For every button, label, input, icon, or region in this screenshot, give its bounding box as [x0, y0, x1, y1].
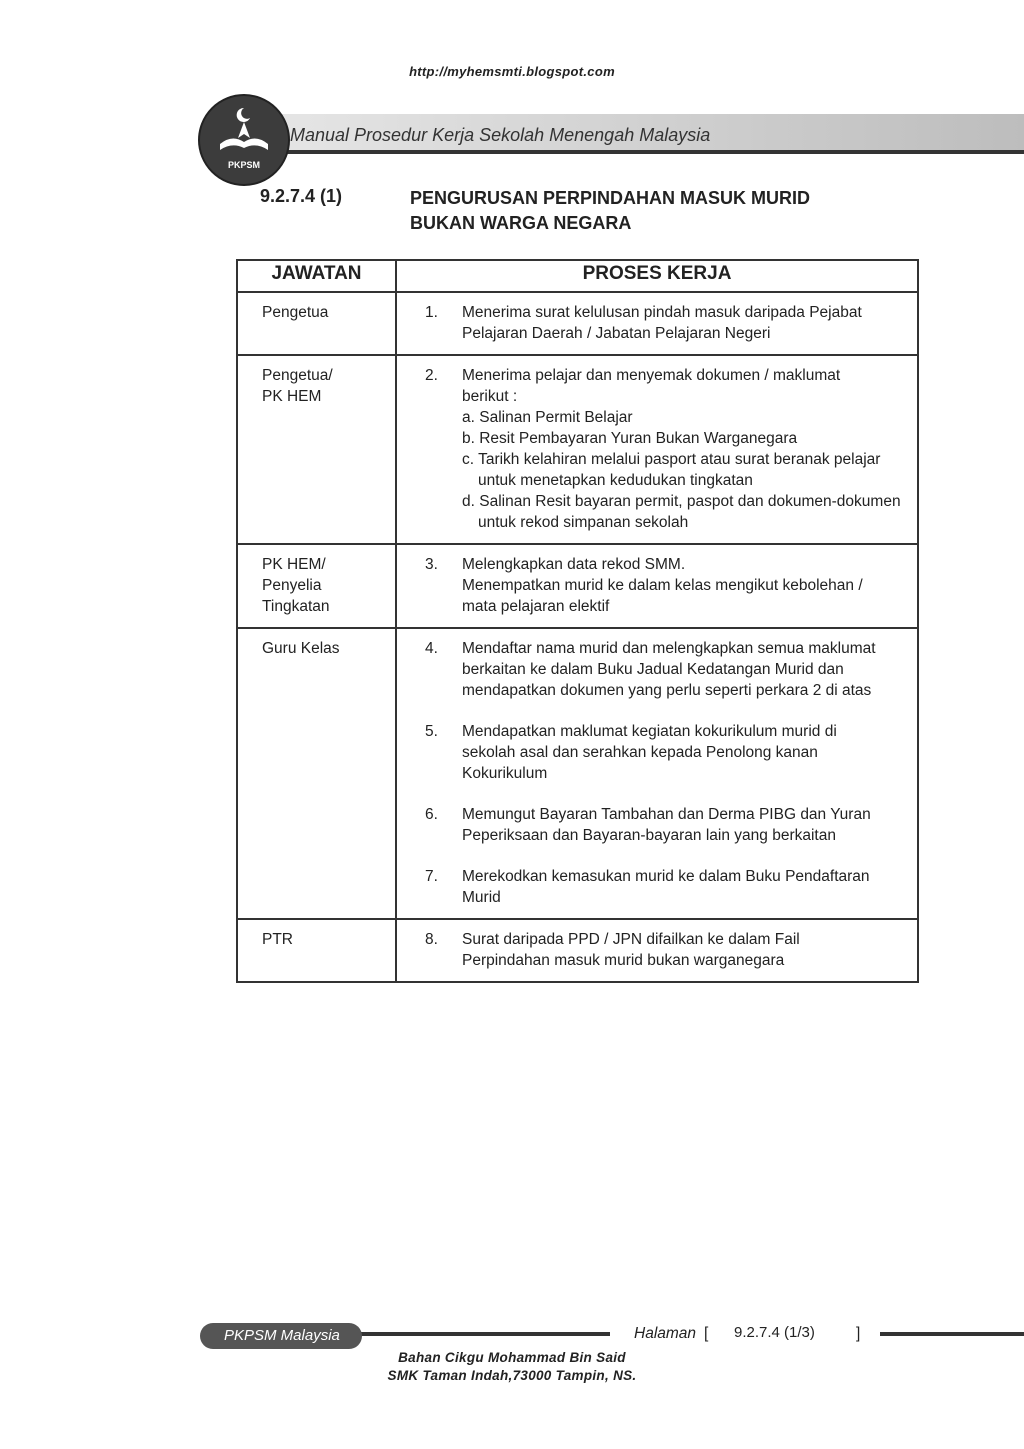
section-title [410, 186, 810, 236]
step-line: Mendapatkan maklumat kegiatan kokurikulum murid di [462, 723, 837, 740]
crest-icon [214, 104, 274, 156]
step-line: mendapatkan dokumen yang perlu seperti perkara 2 di atas [462, 682, 872, 699]
step-line: Pelajaran Daerah / Jabatan Pelajaran Negeri [462, 325, 771, 342]
role-cell [237, 628, 396, 919]
step-text [462, 804, 905, 846]
header-jawatan: JAWATAN [237, 260, 396, 292]
role-line: Penyelia [262, 577, 322, 594]
step-subitem: d. Salinan Resit bayaran permit, paspot dan dokumen-dokumen untuk rekod simpanan sekolah [462, 493, 901, 531]
step-subitem: a. Salinan Permit Belajar [462, 409, 633, 426]
process-cell [396, 919, 918, 982]
pkpsm-logo [198, 94, 290, 186]
role-line: Pengetua [262, 304, 329, 321]
step-text [462, 554, 905, 617]
table-row [237, 628, 918, 919]
step-line: berikut : [462, 388, 518, 405]
footer-rule-right [880, 1332, 1024, 1336]
step-subitem: c. Tarikh kelahiran melalui pasport atau surat beranak pelajar untuk menetapkan kedudukan tingkatan [462, 451, 881, 489]
step-text [462, 365, 905, 533]
section-title-line: BUKAN WARGA NEGARA [410, 213, 632, 233]
step-text [462, 638, 905, 701]
source-url: http://myhemsmti.blogspot.com [409, 64, 615, 79]
table-row [237, 544, 918, 628]
section-title-line: PENGURUSAN PERPINDAHAN MASUK MURID [410, 188, 811, 208]
step-line: Melengkapkan data rekod SMM. [462, 556, 686, 573]
process-step [397, 866, 905, 908]
process-cell [396, 544, 918, 628]
step-number: 8. [425, 931, 438, 948]
credit-line: Bahan Cikgu Mohammad Bin Said [398, 1350, 626, 1365]
process-cell [396, 355, 918, 544]
step-line: berkaitan ke dalam Buku Jadual Kedatangan Murid dan [462, 661, 844, 678]
step-number: 7. [425, 868, 438, 885]
step-number: 4. [425, 640, 438, 657]
header-proses-kerja: PROSES KERJA [396, 260, 918, 292]
footer-rule-left [350, 1332, 610, 1336]
step-number: 5. [425, 723, 438, 740]
table-row [237, 355, 918, 544]
step-line: Menempatkan murid ke dalam kelas mengikut kebolehan / [462, 577, 863, 594]
role-cell [237, 544, 396, 628]
process-step [397, 365, 905, 533]
process-step [397, 638, 905, 701]
step-number: 1. [425, 304, 438, 321]
step-line: Perpindahan masuk murid bukan warganegara [462, 952, 785, 969]
process-cell [396, 628, 918, 919]
banner-title: Manual Prosedur Kerja Sekolah Menengah Malaysia [290, 125, 711, 145]
process-cell [396, 292, 918, 355]
step-line: Memungut Bayaran Tambahan dan Derma PIBG dan Yuran [462, 806, 871, 823]
banner-rule [228, 150, 1024, 154]
page-label: Halaman [634, 1325, 697, 1342]
step-line: sekolah asal dan serahkan kepada Penolong kanan [462, 744, 818, 761]
manual-banner [198, 94, 1024, 184]
step-number: 3. [425, 556, 438, 573]
page-reference: 9.2.7.4 (1/3) [734, 1324, 815, 1341]
step-text [462, 302, 905, 344]
credit-line: SMK Taman Indah,73000 Tampin, NS. [387, 1368, 637, 1383]
step-line: Surat daripada PPD / JPN difailkan ke dalam Fail [462, 931, 800, 948]
step-line: Peperiksaan dan Bayaran-bayaran lain yang berkaitan [462, 827, 836, 844]
footer-badge: PKPSM Malaysia [200, 1323, 362, 1349]
role-cell [237, 292, 396, 355]
step-line: mata pelajaran elektif [462, 598, 610, 615]
step-text [462, 721, 905, 784]
role-line: PK HEM/ [262, 556, 326, 573]
step-line: Kokurikulum [462, 765, 548, 782]
logo-label: PKPSM [227, 160, 260, 170]
table-row [237, 292, 918, 355]
role-line: Pengetua/ [262, 367, 333, 384]
role-cell [237, 355, 396, 544]
role-line: PK HEM [262, 388, 322, 405]
step-line: Menerima surat kelulusan pindah masuk daripada Pejabat [462, 304, 862, 321]
page-bracket-close: ] [856, 1325, 861, 1342]
table-row [237, 919, 918, 982]
step-text [462, 929, 905, 971]
step-line: Menerima pelajar dan menyemak dokumen / maklumat [462, 367, 841, 384]
process-step [397, 929, 905, 971]
process-step [397, 804, 905, 846]
process-step [397, 554, 905, 617]
step-line: Murid [462, 889, 501, 906]
role-line: Tingkatan [262, 598, 330, 615]
table-header-row [237, 260, 918, 292]
credit [0, 1349, 1024, 1385]
role-cell [237, 919, 396, 982]
process-table [236, 259, 919, 983]
role-line: PTR [262, 931, 293, 948]
step-number: 6. [425, 806, 438, 823]
step-subitem: b. Resit Pembayaran Yuran Bukan Warganegara [462, 430, 798, 447]
step-line: Mendaftar nama murid dan melengkapkan semua maklumat [462, 640, 876, 657]
step-number: 2. [425, 367, 438, 384]
page-bracket-open: [ [704, 1325, 709, 1342]
section-code: 9.2.7.4 (1) [260, 186, 343, 206]
process-step [397, 721, 905, 784]
step-text [462, 866, 905, 908]
role-line: Guru Kelas [262, 640, 340, 657]
step-line: Merekodkan kemasukan murid ke dalam Buku Pendaftaran [462, 868, 870, 885]
process-step [397, 302, 905, 344]
